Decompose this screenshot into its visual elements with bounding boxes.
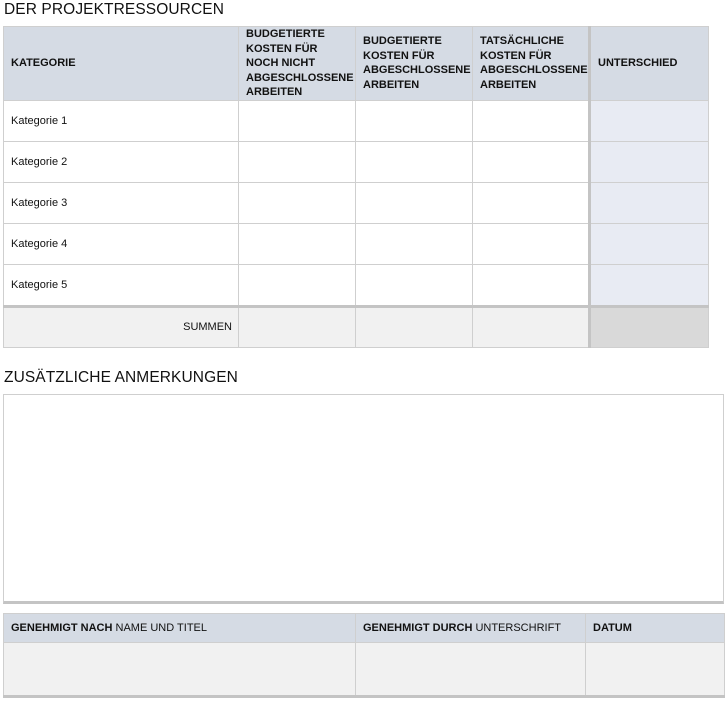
- date-field[interactable]: [586, 643, 725, 697]
- category-cell: Kategorie 1: [4, 100, 239, 141]
- date-header: [586, 614, 725, 643]
- category-cell: Kategorie 3: [4, 182, 239, 223]
- budget-finished-cell[interactable]: [356, 141, 473, 182]
- header-budget-finished: BUDGETIERTE KOSTEN FÜR ABGESCHLOSSENE ARBEITEN: [356, 27, 473, 101]
- table-row: [4, 141, 709, 182]
- category-cell: Kategorie 5: [4, 264, 239, 306]
- signed-by-header: [356, 614, 586, 643]
- category-cell: Kategorie 4: [4, 223, 239, 264]
- header-actual-finished: TATSÄCHLICHE KOSTEN FÜR ABGESCHLOSSENE ARBEITEN: [473, 27, 590, 101]
- difference-cell[interactable]: [590, 264, 709, 306]
- budget-unfinished-cell[interactable]: [239, 264, 356, 306]
- actual-finished-cell[interactable]: [473, 182, 590, 223]
- table-row: [4, 100, 709, 141]
- signed-by-bold: GENEHMIGT DURCH: [363, 622, 473, 634]
- approval-row: [4, 643, 725, 697]
- table-row: [4, 223, 709, 264]
- actual-finished-cell[interactable]: [473, 141, 590, 182]
- approval-table: [3, 613, 725, 698]
- budget-unfinished-cell[interactable]: [239, 223, 356, 264]
- total-budget-finished-cell[interactable]: [356, 306, 473, 347]
- actual-finished-cell[interactable]: [473, 223, 590, 264]
- category-cell: Kategorie 2: [4, 141, 239, 182]
- table-row: [4, 264, 709, 306]
- header-difference: UNTERSCHIED: [590, 27, 709, 101]
- budget-finished-cell[interactable]: [356, 264, 473, 306]
- totals-label: SUMMEN: [4, 306, 239, 347]
- difference-cell[interactable]: [590, 182, 709, 223]
- total-difference-cell[interactable]: [590, 306, 709, 347]
- approved-by-bold: GENEHMIGT NACH: [11, 622, 113, 634]
- resources-title: DER PROJEKTRESSOURCEN: [4, 1, 224, 18]
- budget-finished-cell[interactable]: [356, 182, 473, 223]
- approved-by-field[interactable]: [4, 643, 356, 697]
- budget-unfinished-cell[interactable]: [239, 141, 356, 182]
- resources-table: [3, 26, 709, 348]
- header-row: [4, 27, 709, 101]
- table-row: [4, 182, 709, 223]
- difference-cell[interactable]: [590, 100, 709, 141]
- total-budget-unfinished-cell[interactable]: [239, 306, 356, 347]
- actual-finished-cell[interactable]: [473, 100, 590, 141]
- approval-header-row: [4, 614, 725, 643]
- difference-cell[interactable]: [590, 141, 709, 182]
- actual-finished-cell[interactable]: [473, 264, 590, 306]
- date-label: DATUM: [593, 622, 632, 634]
- notes-textarea[interactable]: [3, 394, 724, 604]
- total-actual-finished-cell[interactable]: [473, 306, 590, 347]
- totals-row: [4, 306, 709, 347]
- budget-unfinished-cell[interactable]: [239, 100, 356, 141]
- budget-unfinished-cell[interactable]: [239, 182, 356, 223]
- approved-by-header: [4, 614, 356, 643]
- difference-cell[interactable]: [590, 223, 709, 264]
- signature-field[interactable]: [356, 643, 586, 697]
- approved-by-rest: NAME UND TITEL: [115, 622, 207, 634]
- header-budget-unfinished: BUDGETIERTE KOSTEN FÜR NOCH NICHT ABGESCHLOSSENE ARBEITEN: [239, 27, 356, 101]
- budget-finished-cell[interactable]: [356, 223, 473, 264]
- budget-finished-cell[interactable]: [356, 100, 473, 141]
- signed-by-rest: UNTERSCHRIFT: [475, 622, 562, 634]
- notes-title: ZUSÄTZLICHE ANMERKUNGEN: [4, 369, 238, 386]
- header-category: KATEGORIE: [4, 27, 239, 101]
